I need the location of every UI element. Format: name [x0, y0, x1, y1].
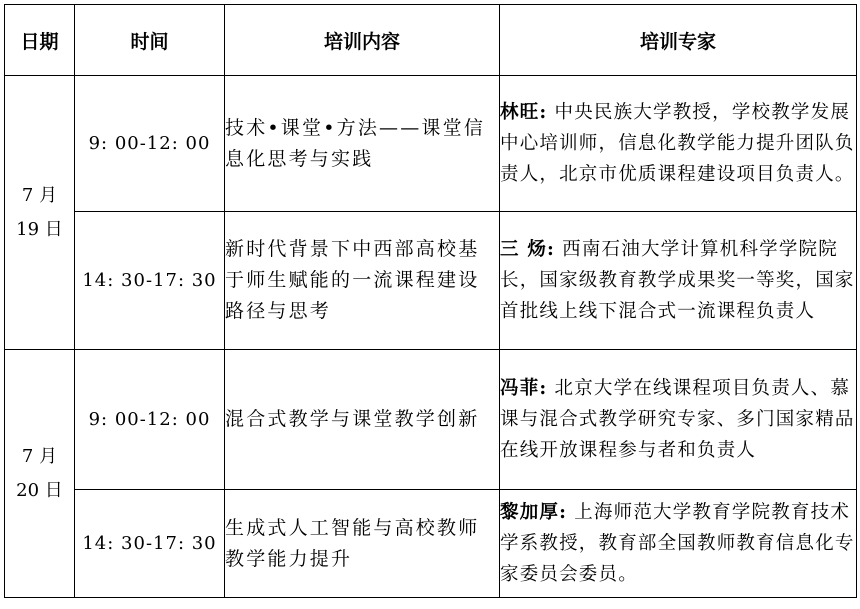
content-cell: 技术•课堂•方法——课堂信息化思考与实践 [225, 76, 500, 212]
expert-description: 西南石油大学计算机科学学院院长，国家级教育教学成果奖一等奖，国家首批线上线下混合式一流课程负责人 [500, 239, 855, 322]
table-row [5, 490, 857, 598]
time-cell: 14: 30-17: 30 [75, 212, 225, 350]
date-month: 7 月 [21, 184, 58, 206]
table-row [5, 350, 857, 490]
content-cell: 混合式教学与课堂教学创新 [225, 350, 500, 490]
expert-name: 林旺: [500, 102, 548, 123]
time-cell: 9: 00-12: 00 [75, 350, 225, 490]
expert-cell [500, 76, 857, 212]
expert-name: 三 炀: [500, 239, 556, 260]
header-expert: 培训专家 [500, 5, 857, 76]
header-row [5, 5, 857, 76]
table-row [5, 76, 857, 212]
expert-cell [500, 350, 857, 490]
date-cell [5, 76, 75, 350]
expert-description: 北京大学在线课程项目负责人、慕课与混合式教学研究专家、多门国家精品在线开放课程参与者和负责人 [500, 378, 855, 461]
date-day: 20 日 [16, 479, 63, 501]
expert-description: 上海师范大学教育学院教育技术学系教授，教育部全国教师教育信息化专家委员会委员。 [500, 502, 855, 585]
date-month: 7 月 [21, 445, 58, 467]
date-day: 19 日 [16, 218, 63, 240]
content-cell: 生成式人工智能与高校教师教学能力提升 [225, 490, 500, 598]
expert-name: 冯菲: [500, 378, 548, 399]
content-cell: 新时代背景下中西部高校基于师生赋能的一流课程建设路径与思考 [225, 212, 500, 350]
training-schedule-table [4, 4, 857, 598]
table-row [5, 212, 857, 350]
header-content: 培训内容 [225, 5, 500, 76]
expert-description: 中央民族大学教授，学校教学发展中心培训师，信息化教学能力提升团队负责人，北京市优质课程建设项目负责人。 [500, 102, 855, 185]
header-time: 时间 [75, 5, 225, 76]
time-cell: 9: 00-12: 00 [75, 76, 225, 212]
expert-name: 黎加厚: [500, 502, 568, 523]
time-cell: 14: 30-17: 30 [75, 490, 225, 598]
header-date: 日期 [5, 5, 75, 76]
expert-cell [500, 212, 857, 350]
date-cell [5, 350, 75, 598]
expert-cell [500, 490, 857, 598]
